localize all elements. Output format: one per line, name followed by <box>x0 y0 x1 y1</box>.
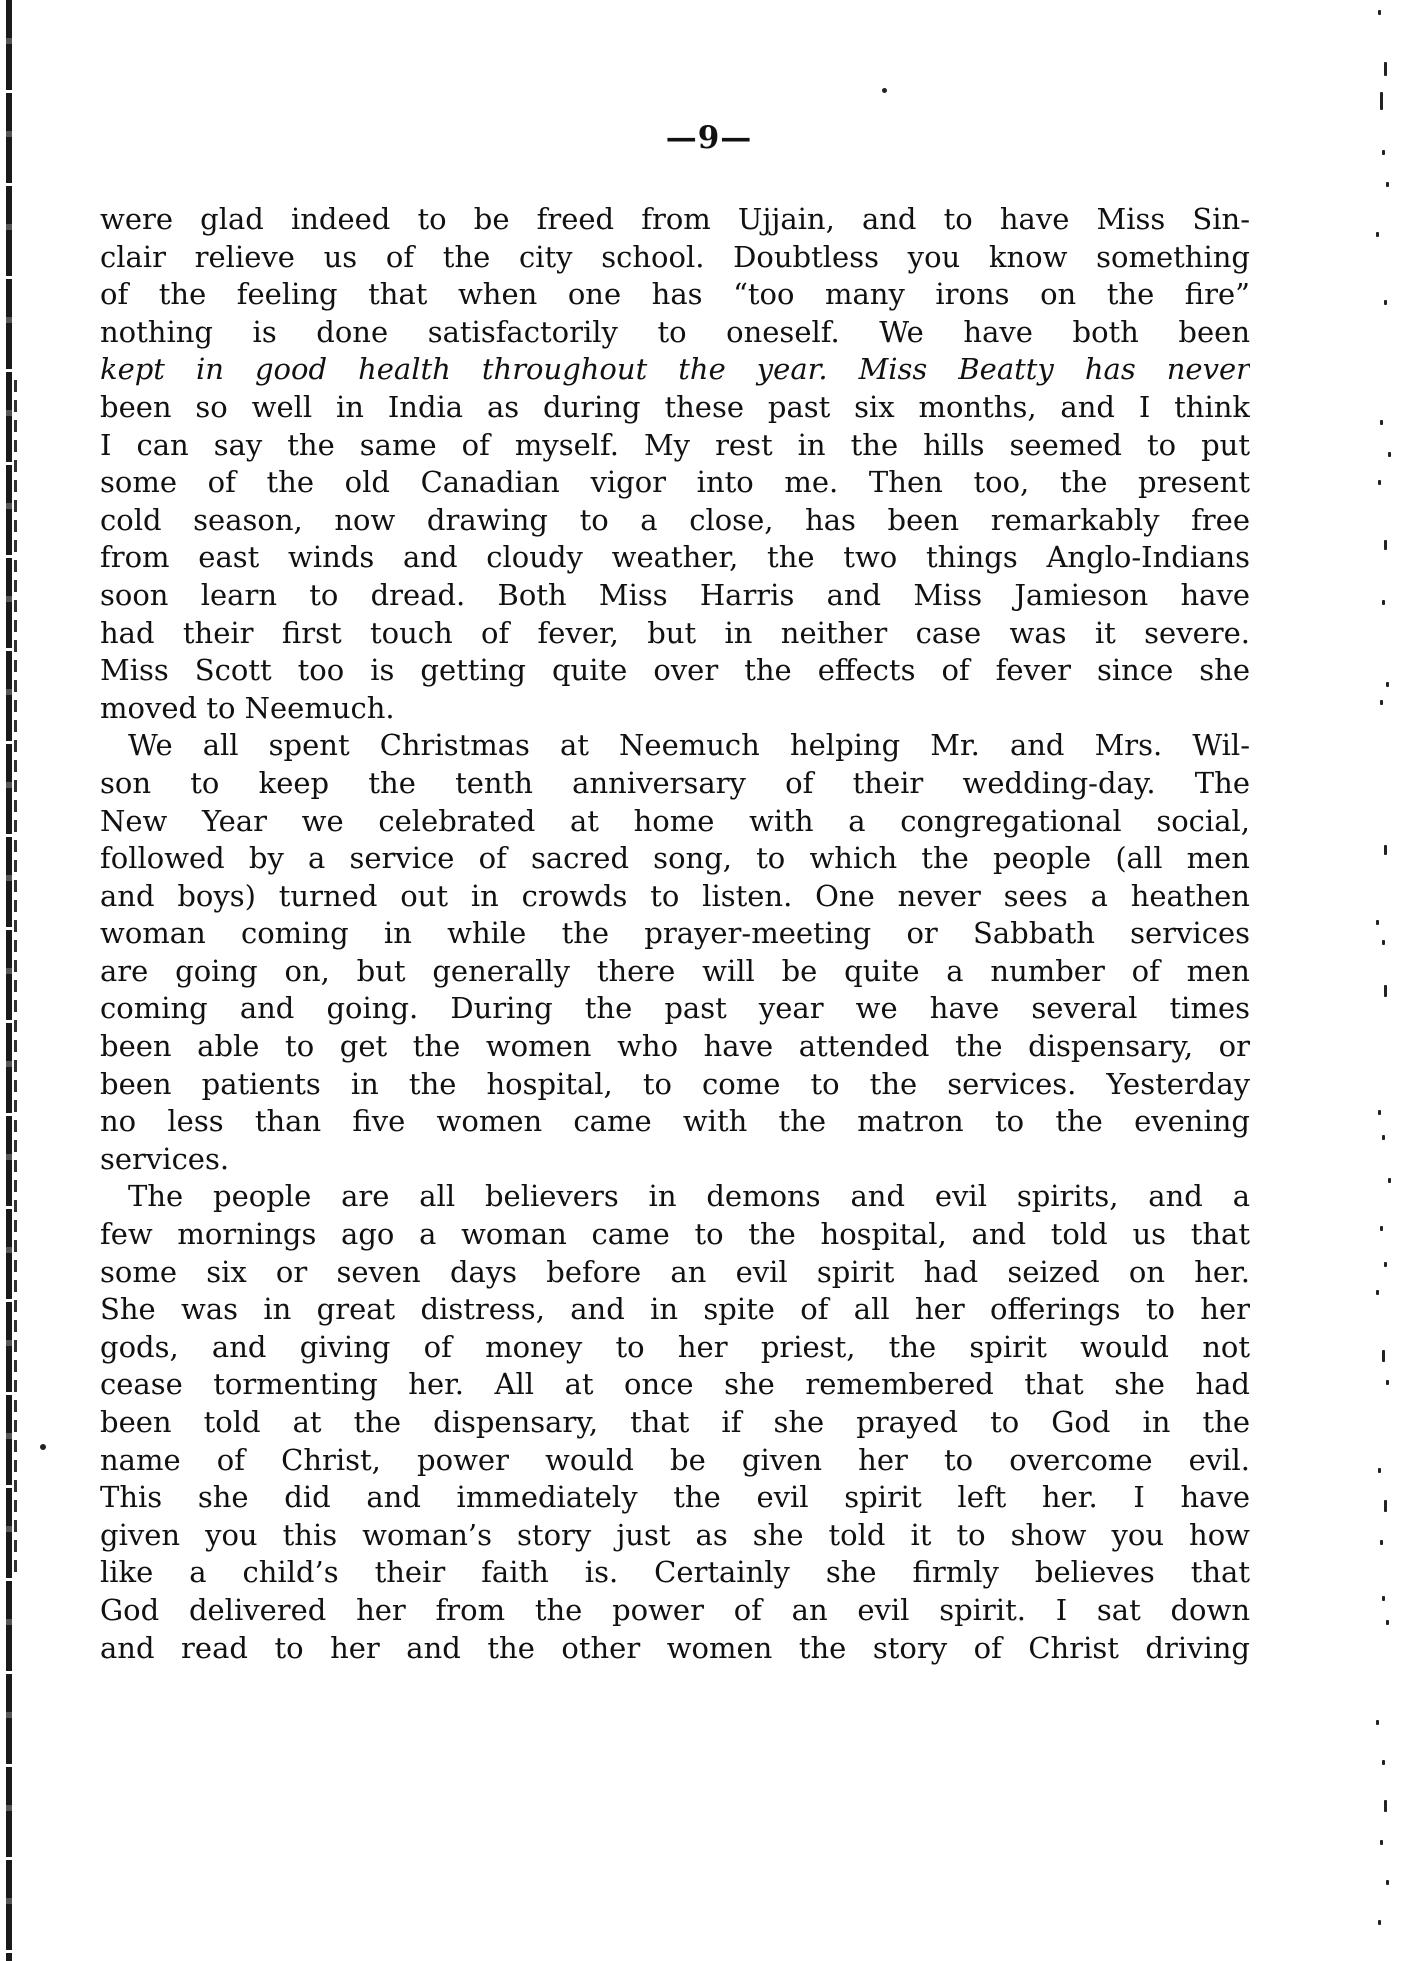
text-line: given you this woman’s story just as she told it to show you how <box>100 1517 1250 1552</box>
speckle <box>1386 1880 1389 1885</box>
text-line: been able to get the women who have attended the dispensary, or <box>100 1029 1250 1064</box>
binding-edge <box>6 0 12 1961</box>
binding-edge-stitching <box>14 380 17 1580</box>
text-line: Miss Scott too is getting quite over the effects of fever since she <box>100 653 1250 688</box>
text-line: We all spent Christmas at Neemuch helping Mr. and Mrs. Wil- <box>128 728 1250 763</box>
text-line: of the feeling that when one has “too many irons on the fire” <box>100 277 1250 312</box>
speckle <box>1386 682 1389 687</box>
right-margin-speckles <box>1370 0 1418 1961</box>
speckle <box>1384 985 1387 997</box>
speckle <box>1382 1760 1385 1765</box>
text-line: were glad indeed to be freed from Ujjain, and to have Miss Sin- <box>100 202 1250 236</box>
text-line: been patients in the hospital, to come to the services. Yesterday <box>100 1066 1250 1101</box>
speckle <box>1378 1110 1381 1115</box>
text-line: coming and going. During the past year we have several times <box>100 991 1250 1026</box>
speckle <box>1386 182 1389 187</box>
speckle <box>1386 1380 1389 1385</box>
speckle <box>1378 1468 1381 1473</box>
speckle <box>1384 1262 1387 1267</box>
text-line: God delivered her from the power of an evil spirit. I sat down <box>100 1592 1250 1627</box>
speckle <box>1384 1800 1387 1812</box>
text-line: The people are all believers in demons and evil spirits, and a <box>128 1179 1250 1214</box>
stray-ink-dot <box>882 88 887 93</box>
text-line: She was in great distress, and in spite of all her offerings to her <box>100 1292 1250 1327</box>
speckle <box>1382 600 1385 605</box>
text-line: been so well in India as during these past six months, and I think <box>100 389 1250 424</box>
speckle <box>1382 1596 1385 1601</box>
text-line: moved to Neemuch. <box>100 690 395 725</box>
speckle <box>1384 540 1387 550</box>
text-line: some of the old Canadian vigor into me. Then too, the present <box>100 465 1250 500</box>
speckle <box>1380 1226 1383 1231</box>
speckle <box>1376 232 1379 237</box>
text-line: followed by a service of sacred song, to which the people (all men <box>100 841 1250 876</box>
speckle <box>1378 480 1381 485</box>
page-number: —9— <box>665 120 753 156</box>
speckle <box>1380 420 1383 425</box>
text-line: I can say the same of myself. My rest in the hills seemed to put <box>100 427 1250 462</box>
speckle <box>1378 1920 1381 1925</box>
text-line: kept in good health throughout the year. Miss Beatty has never <box>100 352 1250 387</box>
speckle <box>1376 920 1379 925</box>
text-line: had their first touch of fever, but in neither case was it severe. <box>100 615 1250 650</box>
text-line: name of Christ, power would be given her to overcome evil. <box>100 1442 1250 1477</box>
speckle <box>1384 845 1387 855</box>
text-line: New Year we celebrated at home with a congregational social, <box>100 803 1250 838</box>
text-line: some six or seven days before an evil spirit had seized on her. <box>100 1254 1250 1289</box>
speckle <box>1382 940 1385 945</box>
text-line: clair relieve us of the city school. Doubtless you know something <box>100 239 1250 274</box>
text-line: few mornings ago a woman came to the hospital, and told us that <box>100 1217 1250 1252</box>
text-line: no less than five women came with the matron to the evening <box>100 1104 1250 1139</box>
text-line: son to keep the tenth anniversary of their wedding-day. The <box>100 765 1250 800</box>
speckle <box>1376 1290 1379 1295</box>
speckle <box>1382 1135 1385 1140</box>
body-text <box>100 201 1250 1667</box>
speckle <box>1382 1350 1385 1362</box>
text-line: nothing is done satisfactorily to oneself. We have both been <box>100 314 1250 349</box>
speckle <box>1384 62 1387 76</box>
stray-ink-dot <box>40 1444 46 1450</box>
text-line: like a child’s their faith is. Certainly she firmly believes that <box>100 1555 1250 1590</box>
speckle <box>1386 1620 1389 1625</box>
speckle <box>1384 1500 1387 1512</box>
speckle <box>1388 452 1391 457</box>
speckle <box>1380 1540 1383 1545</box>
speckle <box>1380 700 1383 705</box>
speckle <box>1380 92 1383 110</box>
text-line: are going on, but generally there will be quite a number of men <box>100 953 1250 988</box>
text-line: woman coming in while the prayer-meeting or Sabbath services <box>100 916 1250 951</box>
text-line: and boys) turned out in crowds to listen. One never sees a heathen <box>100 878 1250 913</box>
text-line: soon learn to dread. Both Miss Harris and Miss Jamieson have <box>100 577 1250 612</box>
text-line: cease tormenting her. All at once she remembered that she had <box>100 1367 1250 1402</box>
text-line: gods, and giving of money to her priest, the spirit would not <box>100 1329 1250 1364</box>
speckle <box>1388 1178 1391 1183</box>
speckle <box>1380 1840 1383 1845</box>
speckle <box>1384 300 1387 305</box>
speckle <box>1376 1720 1379 1725</box>
text-line: This she did and immediately the evil spirit left her. I have <box>100 1480 1250 1515</box>
text-line: services. <box>100 1141 230 1176</box>
speckle <box>1378 10 1381 15</box>
text-line: and read to her and the other women the story of Christ driving <box>100 1630 1250 1665</box>
text-line: from east winds and cloudy weather, the two things Anglo-Indians <box>100 540 1250 575</box>
text-line: been told at the dispensary, that if she prayed to God in the <box>100 1405 1250 1439</box>
text-line: cold season, now drawing to a close, has been remarkably free <box>100 502 1250 537</box>
